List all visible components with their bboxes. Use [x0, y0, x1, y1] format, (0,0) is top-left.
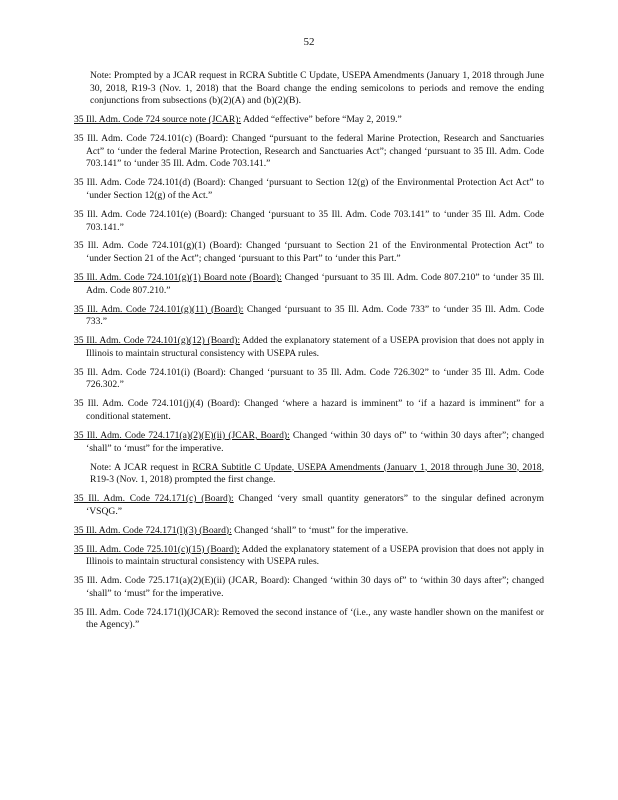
entry-text: Removed the second instance of ‘(i.e., any waste handler shown on the manifest or the Agency).” [86, 606, 544, 631]
entry-text: Changed ‘pursuant to Section 21 of the Environmental Protection Act” to ‘under Section 21 of the Act”; changed ‘pursuant to this Part” to ‘under this Part.” [86, 240, 544, 265]
entry-text: Changed ‘pursuant to Section 12(g) of the Environmental Protection Act Act” to ‘under Section 12(g) of the Act.” [86, 177, 545, 201]
entry-cite: 35 Ill. Adm. Code 724.101(g)(12) (Board): [74, 335, 241, 347]
entry-cite: 35 Ill. Adm. Code 724.101(g)(1) Board note (Board): [74, 272, 282, 284]
entry-cite: 35 Ill. Adm. Code 724.171(l)(JCAR): [74, 606, 220, 618]
entry-text: Added “effective” before “May 2, 2019.” [241, 114, 402, 126]
note-text: , R19-3 (Nov. 1, 2018) prompted the first change. [90, 461, 544, 486]
entry-724-101-g-12 [74, 335, 544, 360]
entry-724-101-d [74, 177, 544, 202]
entry-724-101-e [74, 209, 544, 234]
page-number: 52 [303, 36, 315, 48]
entry-724-source-note [74, 114, 544, 127]
entry-724-171-a-2-e-ii [74, 430, 544, 455]
entry-cite: 35 Ill. Adm. Code 724.171(c) (Board): [74, 493, 234, 505]
entry-cite: 35 Ill. Adm. Code 724 source note (JCAR): [74, 114, 242, 126]
entry-724-101-i [74, 367, 544, 392]
entry-text: Changed ‘pursuant to 35 Ill. Adm. Code 726.302” to ‘under 35 Ill. Adm. Code 726.302.” [86, 366, 545, 391]
entry-cite: 35 Ill. Adm. Code 724.101(i) (Board): [74, 366, 226, 378]
entry-text: Added the explanatory statement of a USEPA provision that does not apply in Illinois to maintain structural consistency with USEPA rules. [86, 543, 544, 568]
entry-cite: 35 Ill. Adm. Code 724.101(e) (Board): [74, 208, 228, 220]
entry-cite: 35 Ill. Adm. Code 725.171(a)(2)(E)(ii) (JCAR, Board): [74, 575, 290, 587]
note-underlined-text: RCRA Subtitle C Update, USEPA Amendments (January 1, 2018 through June 30, 2018 [192, 461, 542, 473]
entry-724-101-j-4 [74, 398, 544, 423]
entry-cite: 35 Ill. Adm. Code 724.101(g)(1) (Board): [74, 240, 243, 252]
entry-cite: 35 Ill. Adm. Code 724.171(a)(2)(E)(ii) (JCAR, Board): [74, 429, 290, 441]
note-paragraph-jcar [74, 462, 544, 487]
entry-text: Added the explanatory statement of a USEPA provision that does not apply in Illinois to maintain structural consistency with USEPA rules. [86, 335, 544, 359]
entry-724-171-l-3 [74, 525, 544, 538]
entry-724-171-c [74, 493, 544, 518]
entry-724-101-g-1 [74, 240, 544, 265]
entry-cite: 35 Ill. Adm. Code 724.101(d) (Board): [74, 177, 226, 189]
entry-725-101-c-15 [74, 544, 544, 569]
entry-text: Changed ‘where a hazard is imminent” to ‘if a hazard is imminent” for a conditional statement. [86, 398, 544, 422]
entry-724-171-l [74, 607, 544, 632]
document-body [74, 70, 544, 638]
entry-text: Changed ‘within 30 days of” to ‘within 30 days after”; changed ‘shall” to ‘must” for the imperative. [86, 429, 544, 454]
entry-cite: 35 Ill. Adm. Code 725.101(c)(15) (Board): [74, 543, 240, 555]
entry-text: Changed ‘within 30 days of” to ‘within 30 days after”; changed ‘shall” to ‘must” for the imperative. [86, 575, 544, 599]
entry-725-171-a-2-e-ii [74, 575, 544, 600]
entry-cite: 35 Ill. Adm. Code 724.101(j)(4) (Board): [74, 398, 241, 410]
entry-724-101-g-1-board-note [74, 272, 544, 297]
entry-text: Changed ‘pursuant to 35 Ill. Adm. Code 703.141” to ‘under 35 Ill. Adm. Code 703.141.” [86, 208, 544, 233]
entry-cite: 35 Ill. Adm. Code 724.101(c) (Board): [74, 133, 229, 145]
entry-text: Changed ‘shall” to ‘must” for the imperative. [231, 524, 409, 536]
note-text: Note: A JCAR request in [90, 461, 193, 473]
entry-text: Changed ‘very small quantity generators” to the singular defined acronym ‘VSQG.” [86, 493, 544, 517]
entry-text: Changed ‘pursuant to 35 Ill. Adm. Code 733” to ‘under 35 Ill. Adm. Code 733.” [86, 303, 544, 328]
entry-text: Changed ‘pursuant to 35 Ill. Adm. Code 807.210” to ‘under 35 Ill. Adm. Code 807.210.” [86, 272, 544, 296]
entry-cite: 35 Ill. Adm. Code 724.101(g)(11) (Board): [74, 303, 244, 315]
entry-724-101-c [74, 133, 544, 171]
entry-724-101-g-11 [74, 304, 544, 329]
entry-cite: 35 Ill. Adm. Code 724.171(l)(3) (Board): [74, 524, 232, 536]
note-paragraph: Note: Prompted by a JCAR request in RCRA Subtitle C Update, USEPA Amendments (January 1, 2018 through June 30, 2018, R19-3 (Nov. 1, 2018) that the Board change the ending semicolons to periods and remove the ending conjunctions from subsections (b)(2)(A) and (b)(2)(B). [90, 70, 544, 107]
entry-text: Changed “pursuant to the federal Marine Protection, Research and Sanctuaries Act” to ‘under the federal Marine Protection, Research and Sanctuaries Act”; changed ‘pursuant to 35 Ill. Adm. Code 703.141” to ‘under 35 Ill. Adm. Code 703.141.” [86, 133, 544, 170]
